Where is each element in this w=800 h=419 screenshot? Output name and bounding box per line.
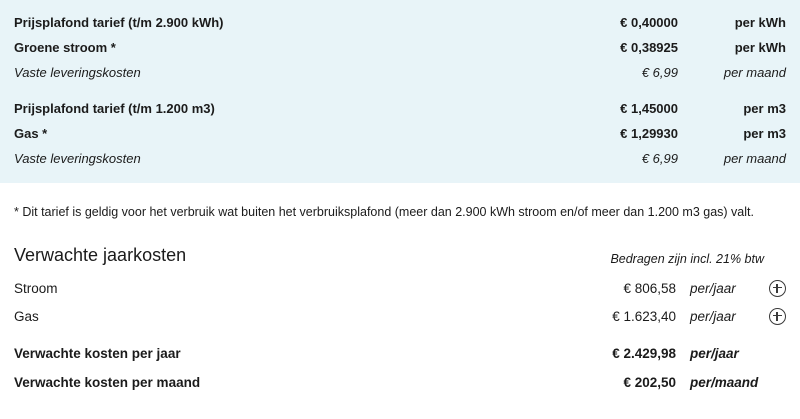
tariff-amount: € 1,45000 xyxy=(620,101,678,116)
tariff-unit: per kWh xyxy=(734,40,786,55)
tariff-label: Gas * xyxy=(14,126,48,141)
footnote-text: * Dit tarief is geldig voor het verbruik wat buiten het verbruiksplafond (meer dan 2.900 kWh stroom en/of meer dan 1.200 m3 gas) valt. xyxy=(14,205,754,219)
tariff-unit: per maand xyxy=(723,151,786,166)
total-label: Verwachte kosten per maand xyxy=(14,375,201,390)
row-spacer xyxy=(14,85,786,96)
tariff-amount: € 6,99 xyxy=(641,65,678,80)
cost-amount: € 806,58 xyxy=(623,280,676,296)
tariff-table xyxy=(0,0,800,183)
table-row xyxy=(14,60,786,85)
list-item[interactable] xyxy=(14,302,786,330)
tariff-label: Prijsplafond tarief (t/m 2.900 kWh) xyxy=(14,15,224,30)
tariff-amount: € 0,40000 xyxy=(620,15,678,30)
vat-note: Bedragen zijn incl. 21% btw xyxy=(610,252,764,266)
total-unit: per/jaar xyxy=(690,346,739,361)
tariff-amount: € 0,38925 xyxy=(620,40,678,55)
tariff-unit: per kWh xyxy=(734,15,786,30)
total-amount: € 202,50 xyxy=(623,375,676,390)
expected-costs-section xyxy=(0,219,800,397)
tariff-label: Vaste leveringskosten xyxy=(14,65,141,80)
total-row xyxy=(14,339,786,368)
table-row xyxy=(14,146,786,171)
total-unit: per/maand xyxy=(690,375,759,390)
table-row xyxy=(14,121,786,146)
tariff-unit: per m3 xyxy=(743,101,786,116)
tariff-unit: per m3 xyxy=(743,126,786,141)
page-title: Verwachte jaarkosten xyxy=(14,245,187,265)
expected-costs-header xyxy=(14,245,786,274)
cost-label: Stroom xyxy=(14,280,58,296)
tariff-label: Groene stroom * xyxy=(14,40,116,55)
cost-amount: € 1.623,40 xyxy=(612,308,676,324)
list-item[interactable] xyxy=(14,274,786,302)
table-row xyxy=(14,10,786,35)
table-row xyxy=(14,35,786,60)
tariff-label: Prijsplafond tarief (t/m 1.200 m3) xyxy=(14,101,215,116)
plus-circle-icon[interactable] xyxy=(764,308,786,325)
cost-label: Gas xyxy=(14,308,39,324)
cost-unit: per/jaar xyxy=(690,280,736,296)
tariff-amount: € 6,99 xyxy=(641,151,678,166)
totals-group xyxy=(14,339,786,397)
plus-circle-icon[interactable] xyxy=(764,280,786,297)
total-row xyxy=(14,368,786,397)
total-label: Verwachte kosten per jaar xyxy=(14,346,181,361)
table-row xyxy=(14,96,786,121)
total-amount: € 2.429,98 xyxy=(612,346,676,361)
tariff-unit: per maand xyxy=(723,65,786,80)
tariff-amount: € 1,29930 xyxy=(620,126,678,141)
cost-unit: per/jaar xyxy=(690,308,736,324)
tariff-label: Vaste leveringskosten xyxy=(14,151,141,166)
